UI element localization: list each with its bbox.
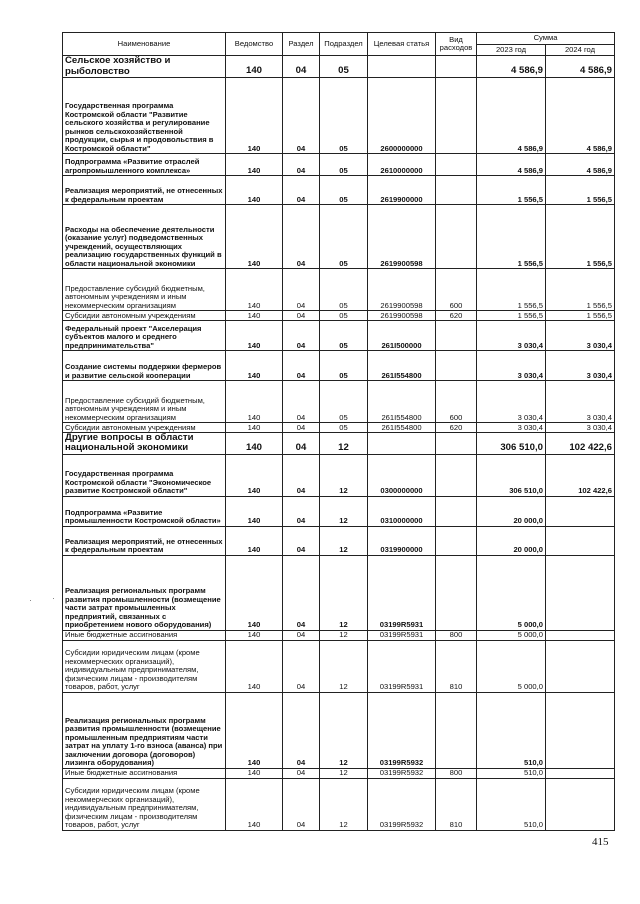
cell-section: 04	[283, 205, 320, 269]
cell-subsection: 05	[320, 205, 368, 269]
cell-sum-2024: 4 586,9	[546, 56, 615, 78]
cell-expense-type	[436, 692, 477, 768]
cell-target-item: 2619900598	[368, 311, 436, 321]
cell-target-item: 2600000000	[368, 78, 436, 154]
cell-target-item: 261I554800	[368, 381, 436, 423]
cell-subsection: 05	[320, 154, 368, 176]
cell-sum-2023: 20 000,0	[477, 526, 546, 555]
cell-sum-2024: 1 556,5	[546, 311, 615, 321]
cell-name: Иные бюджетные ассигнования	[63, 630, 226, 640]
cell-department: 140	[226, 56, 283, 78]
table-row	[63, 433, 615, 455]
cell-subsection: 05	[320, 56, 368, 78]
cell-department: 140	[226, 381, 283, 423]
cell-name: Расходы на обеспечение деятельности (оказание услуг) подведомственных учреждений, осуществляющих реализацию государственных функций в области национальной экономики	[63, 205, 226, 269]
cell-sum-2024: 3 030,4	[546, 423, 615, 433]
scan-speck	[30, 600, 31, 601]
cell-section: 04	[283, 154, 320, 176]
cell-sum-2024	[546, 778, 615, 830]
cell-subsection: 12	[320, 640, 368, 692]
cell-section: 04	[283, 78, 320, 154]
cell-sum-2023: 1 556,5	[477, 269, 546, 311]
table-row	[63, 78, 615, 154]
cell-target-item: 2619900000	[368, 176, 436, 205]
header-sum: Сумма	[477, 33, 615, 45]
cell-target-item: 03199R5932	[368, 778, 436, 830]
table-row	[63, 269, 615, 311]
cell-subsection: 12	[320, 630, 368, 640]
cell-subsection: 12	[320, 778, 368, 830]
cell-sum-2024: 4 586,9	[546, 154, 615, 176]
cell-expense-type	[436, 176, 477, 205]
cell-sum-2023: 4 586,9	[477, 78, 546, 154]
cell-department: 140	[226, 692, 283, 768]
table-row	[63, 526, 615, 555]
cell-section: 04	[283, 640, 320, 692]
cell-target-item: 2610000000	[368, 154, 436, 176]
table-row	[63, 692, 615, 768]
cell-sum-2023: 1 556,5	[477, 176, 546, 205]
cell-sum-2024: 3 030,4	[546, 381, 615, 423]
cell-expense-type	[436, 78, 477, 154]
cell-name: Предоставление субсидий бюджетным, автономным учреждениям и иным некоммерческим организациям	[63, 269, 226, 311]
table-row	[63, 205, 615, 269]
cell-expense-type: 600	[436, 269, 477, 311]
cell-section: 04	[283, 778, 320, 830]
cell-sum-2023: 5 000,0	[477, 630, 546, 640]
cell-sum-2023: 306 510,0	[477, 454, 546, 496]
page-number: 415	[592, 836, 609, 848]
table-row	[63, 496, 615, 526]
cell-target-item: 03199R5931	[368, 640, 436, 692]
cell-expense-type	[436, 555, 477, 630]
cell-sum-2024	[546, 768, 615, 778]
cell-subsection: 05	[320, 269, 368, 311]
cell-sum-2024	[546, 630, 615, 640]
cell-name: Создание системы поддержки фермеров и развитие сельской кооперации	[63, 351, 226, 381]
cell-sum-2023: 510,0	[477, 768, 546, 778]
cell-sum-2023: 3 030,4	[477, 351, 546, 381]
cell-sum-2024: 1 556,5	[546, 269, 615, 311]
table-row	[63, 555, 615, 630]
cell-expense-type: 600	[436, 381, 477, 423]
cell-target-item: 2619900598	[368, 205, 436, 269]
cell-subsection: 05	[320, 176, 368, 205]
cell-subsection: 12	[320, 555, 368, 630]
cell-target-item: 0319900000	[368, 526, 436, 555]
cell-sum-2024: 3 030,4	[546, 321, 615, 351]
cell-section: 04	[283, 56, 320, 78]
cell-sum-2023: 3 030,4	[477, 381, 546, 423]
table-row	[63, 321, 615, 351]
cell-sum-2023: 4 586,9	[477, 154, 546, 176]
table-row	[63, 351, 615, 381]
cell-section: 04	[283, 269, 320, 311]
scan-speck	[53, 598, 54, 599]
cell-name: Субсидии автономным учреждениям	[63, 423, 226, 433]
cell-sum-2024: 1 556,5	[546, 205, 615, 269]
header-subsection: Подраздел	[320, 33, 368, 56]
cell-target-item: 03199R5932	[368, 692, 436, 768]
cell-subsection: 12	[320, 454, 368, 496]
cell-expense-type	[436, 154, 477, 176]
cell-expense-type	[436, 205, 477, 269]
cell-target-item: 03199R5932	[368, 768, 436, 778]
cell-sum-2024: 3 030,4	[546, 351, 615, 381]
header-target-item: Целевая статья	[368, 33, 436, 56]
cell-target-item: 0310000000	[368, 496, 436, 526]
table-row	[63, 381, 615, 423]
cell-target-item: 261I500000	[368, 321, 436, 351]
cell-sum-2023: 1 556,5	[477, 311, 546, 321]
cell-section: 04	[283, 768, 320, 778]
cell-name: Реализация мероприятий, не отнесенных к федеральным проектам	[63, 526, 226, 555]
cell-department: 140	[226, 321, 283, 351]
cell-sum-2024	[546, 496, 615, 526]
table-row	[63, 423, 615, 433]
cell-department: 140	[226, 640, 283, 692]
cell-name: Реализация региональных программ развития промышленности (возмещение части затрат промышленных предприятий, связанных с приобретением нового оборудования)	[63, 555, 226, 630]
cell-target-item: 0300000000	[368, 454, 436, 496]
cell-name: Реализация региональных программ развития промышленности (возмещение промышленным предприятиям части затрат на уплату 1-го взноса (аванса) при заключении договора (договоров) лизинга оборудования)	[63, 692, 226, 768]
cell-department: 140	[226, 269, 283, 311]
cell-name: Реализация мероприятий, не отнесенных к федеральным проектам	[63, 176, 226, 205]
cell-department: 140	[226, 778, 283, 830]
cell-sum-2023: 306 510,0	[477, 433, 546, 455]
cell-sum-2024: 102 422,6	[546, 433, 615, 455]
cell-department: 140	[226, 433, 283, 455]
cell-expense-type	[436, 351, 477, 381]
cell-target-item	[368, 56, 436, 78]
cell-sum-2024: 102 422,6	[546, 454, 615, 496]
cell-section: 04	[283, 454, 320, 496]
cell-department: 140	[226, 78, 283, 154]
cell-expense-type: 620	[436, 423, 477, 433]
cell-name: Подпрограмма «Развитие отраслей агропромышленного комплекса»	[63, 154, 226, 176]
header-year-2024: 2024 год	[546, 44, 615, 56]
table-row	[63, 640, 615, 692]
cell-department: 140	[226, 454, 283, 496]
cell-section: 04	[283, 526, 320, 555]
cell-subsection: 12	[320, 433, 368, 455]
cell-section: 04	[283, 381, 320, 423]
cell-name: Сельское хозяйство и рыболовство	[63, 56, 226, 78]
cell-department: 140	[226, 526, 283, 555]
cell-sum-2023: 20 000,0	[477, 496, 546, 526]
cell-sum-2024	[546, 555, 615, 630]
cell-sum-2024: 4 586,9	[546, 78, 615, 154]
cell-sum-2024	[546, 692, 615, 768]
cell-subsection: 05	[320, 351, 368, 381]
cell-section: 04	[283, 433, 320, 455]
cell-name: Государственная программа Костромской области "Развитие сельского хозяйства и регулирование рынков сельскохозяйственной продукции, сырья и продовольствия в Костромской области"	[63, 78, 226, 154]
cell-sum-2024: 1 556,5	[546, 176, 615, 205]
cell-department: 140	[226, 154, 283, 176]
header-section: Раздел	[283, 33, 320, 56]
cell-subsection: 12	[320, 496, 368, 526]
cell-subsection: 05	[320, 423, 368, 433]
cell-sum-2024	[546, 526, 615, 555]
cell-expense-type	[436, 496, 477, 526]
cell-section: 04	[283, 496, 320, 526]
cell-department: 140	[226, 176, 283, 205]
cell-section: 04	[283, 176, 320, 205]
cell-target-item: 03199R5931	[368, 630, 436, 640]
cell-expense-type	[436, 56, 477, 78]
cell-department: 140	[226, 555, 283, 630]
cell-subsection: 12	[320, 768, 368, 778]
table-row	[63, 154, 615, 176]
cell-target-item: 261I554800	[368, 351, 436, 381]
cell-section: 04	[283, 423, 320, 433]
cell-sum-2024	[546, 640, 615, 692]
cell-subsection: 05	[320, 78, 368, 154]
cell-section: 04	[283, 321, 320, 351]
cell-section: 04	[283, 311, 320, 321]
table-row	[63, 176, 615, 205]
cell-section: 04	[283, 692, 320, 768]
budget-table	[62, 32, 615, 831]
table-row	[63, 768, 615, 778]
cell-target-item	[368, 433, 436, 455]
cell-sum-2023: 5 000,0	[477, 555, 546, 630]
cell-department: 140	[226, 351, 283, 381]
table-row	[63, 778, 615, 830]
cell-expense-type	[436, 321, 477, 351]
cell-section: 04	[283, 555, 320, 630]
cell-name: Субсидии юридическим лицам (кроме некоммерческих организаций), индивидуальным предпринимателям, физическим лицам - производителям товаров, работ, услуг	[63, 778, 226, 830]
cell-department: 140	[226, 311, 283, 321]
cell-sum-2023: 4 586,9	[477, 56, 546, 78]
cell-target-item: 03199R5931	[368, 555, 436, 630]
cell-target-item: 261I554800	[368, 423, 436, 433]
cell-subsection: 05	[320, 311, 368, 321]
cell-name: Государственная программа Костромской области "Экономическое развитие Костромской области"	[63, 454, 226, 496]
cell-sum-2023: 1 556,5	[477, 205, 546, 269]
cell-name: Субсидии автономным учреждениям	[63, 311, 226, 321]
cell-department: 140	[226, 496, 283, 526]
cell-department: 140	[226, 768, 283, 778]
table-row	[63, 454, 615, 496]
cell-section: 04	[283, 351, 320, 381]
cell-expense-type	[436, 454, 477, 496]
cell-department: 140	[226, 630, 283, 640]
cell-name: Федеральный проект "Акселерация субъектов малого и среднего предпринимательства"	[63, 321, 226, 351]
table-row	[63, 311, 615, 321]
cell-expense-type: 810	[436, 778, 477, 830]
cell-expense-type: 800	[436, 768, 477, 778]
cell-name: Иные бюджетные ассигнования	[63, 768, 226, 778]
cell-target-item: 2619900598	[368, 269, 436, 311]
cell-sum-2023: 510,0	[477, 692, 546, 768]
cell-name: Субсидии юридическим лицам (кроме некоммерческих организаций), индивидуальным предпринимателям, физическим лицам - производителям товаров, работ, услуг	[63, 640, 226, 692]
header-name: Наименование	[63, 33, 226, 56]
cell-sum-2023: 5 000,0	[477, 640, 546, 692]
cell-subsection: 05	[320, 321, 368, 351]
cell-expense-type: 620	[436, 311, 477, 321]
cell-section: 04	[283, 630, 320, 640]
cell-department: 140	[226, 423, 283, 433]
cell-subsection: 05	[320, 381, 368, 423]
cell-subsection: 12	[320, 692, 368, 768]
cell-subsection: 12	[320, 526, 368, 555]
cell-sum-2023: 3 030,4	[477, 321, 546, 351]
cell-department: 140	[226, 205, 283, 269]
table-body	[63, 56, 615, 831]
cell-name: Другие вопросы в области национальной экономики	[63, 433, 226, 455]
cell-expense-type: 800	[436, 630, 477, 640]
cell-expense-type	[436, 526, 477, 555]
cell-name: Подпрограмма «Развитие промышленности Костромской области»	[63, 496, 226, 526]
table-header	[63, 33, 615, 56]
header-year-2023: 2023 год	[477, 44, 546, 56]
cell-sum-2023: 3 030,4	[477, 423, 546, 433]
header-department: Ведомство	[226, 33, 283, 56]
cell-name: Предоставление субсидий бюджетным, автономным учреждениям и иным некоммерческим организациям	[63, 381, 226, 423]
header-expense-type: Вид расходов	[436, 33, 477, 56]
table-row	[63, 630, 615, 640]
table-row	[63, 56, 615, 78]
cell-expense-type	[436, 433, 477, 455]
cell-sum-2023: 510,0	[477, 778, 546, 830]
cell-expense-type: 810	[436, 640, 477, 692]
